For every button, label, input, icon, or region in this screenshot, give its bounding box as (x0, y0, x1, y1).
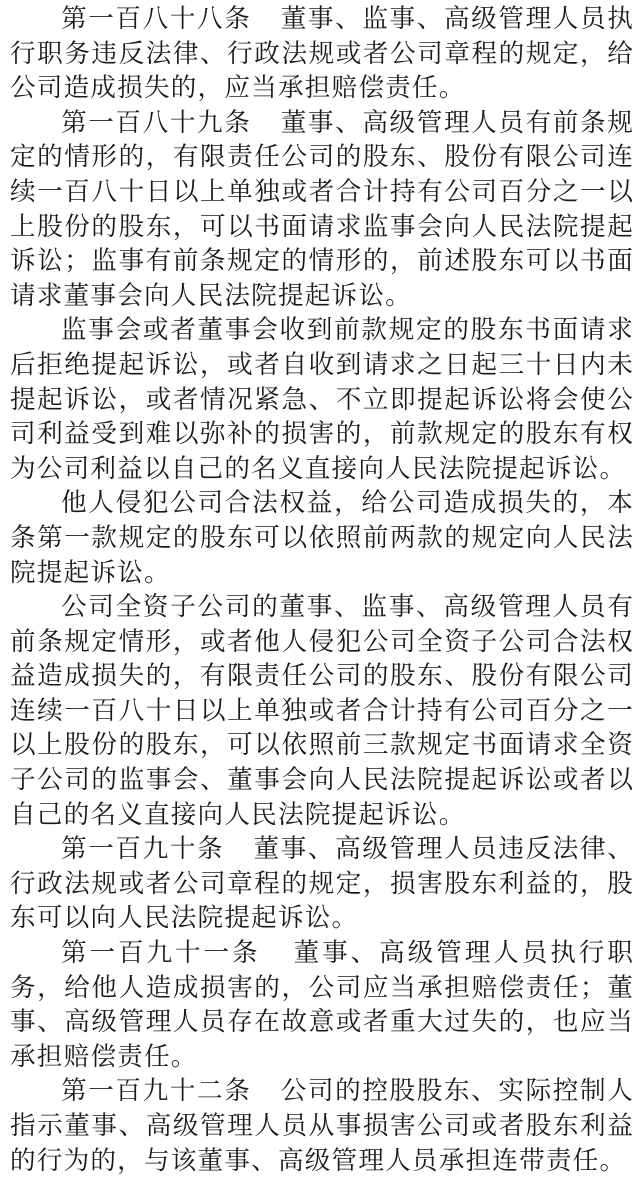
article-189-paragraph (10, 106, 634, 314)
article-189-clause-4 (10, 590, 634, 832)
article-191-paragraph (10, 936, 634, 1074)
paragraph-text: 监事会或者董事会收到前款规定的股东书面请求后拒绝提起诉讼，或者自收到请求之日起三十日内未提起诉讼，或者情况紧急、不立即提起诉讼将会使公司利益受到难以弥补的损害的，前款规定的股东有权为公司利益以自己的名义直接向人民法院提起诉讼。 (10, 315, 634, 484)
paragraph-text: 董事、高级管理人员执行职务，给他人造成损害的，公司应当承担赔偿责任；董事、高级管理人员存在故意或者重大过失的，也应当承担赔偿责任。 (10, 938, 634, 1072)
paragraph-text: 他人侵犯公司合法权益，给公司造成损失的，本条第一款规定的股东可以依照前两款的规定向人民法院提起诉讼。 (10, 488, 634, 588)
paragraph-text: 公司的控股股东、实际控制人指示董事、高级管理人员从事损害公司或者股东利益的行为的，与该董事、高级管理人员承担连带责任。 (10, 1076, 634, 1176)
article-number: 第一百九十一条 (61, 938, 261, 969)
paragraph-text: 公司全资子公司的董事、监事、高级管理人员有前条规定情形，或者他人侵犯公司全资子公司合法权益造成损失的，有限责任公司的股东、股份有限公司连续一百八十日以上单独或者合计持有公司百分之一以上股份的股东，可以依照前三款规定书面请求全资子公司的监事会、董事会向人民法院提起诉讼或者以自己的名义直接向人民法院提起诉讼。 (10, 592, 634, 830)
paragraph-text: 董事、高级管理人员违反法律、行政法规或者公司章程的规定，损害股东利益的，股东可以向人民法院提起诉讼。 (10, 834, 634, 934)
paragraph-text: 董事、高级管理人员有前条规定的情形的，有限责任公司的股东、股份有限公司连续一百八十日以上单独或者合计持有公司百分之一以上股份的股东，可以书面请求监事会向人民法院提起诉讼；监事有前条规定的情形的，前述股东可以书面请求董事会向人民法院提起诉讼。 (10, 107, 634, 311)
article-number: 第一百九十条 (61, 834, 225, 865)
article-190-paragraph (10, 832, 634, 936)
article-number: 第一百九十二条 (61, 1076, 252, 1107)
article-192-paragraph (10, 1074, 634, 1178)
article-189-clause-2 (10, 313, 634, 486)
article-number: 第一百八十九条 (61, 107, 252, 138)
article-number: 第一百八十八条 (61, 4, 252, 34)
article-189-clause-3 (10, 486, 634, 590)
article-188-paragraph (10, 2, 634, 106)
paragraph-text: 董事、监事、高级管理人员执行职务违反法律、行政法规或者公司章程的规定，给公司造成损失的，应当承担赔偿责任。 (10, 4, 634, 104)
